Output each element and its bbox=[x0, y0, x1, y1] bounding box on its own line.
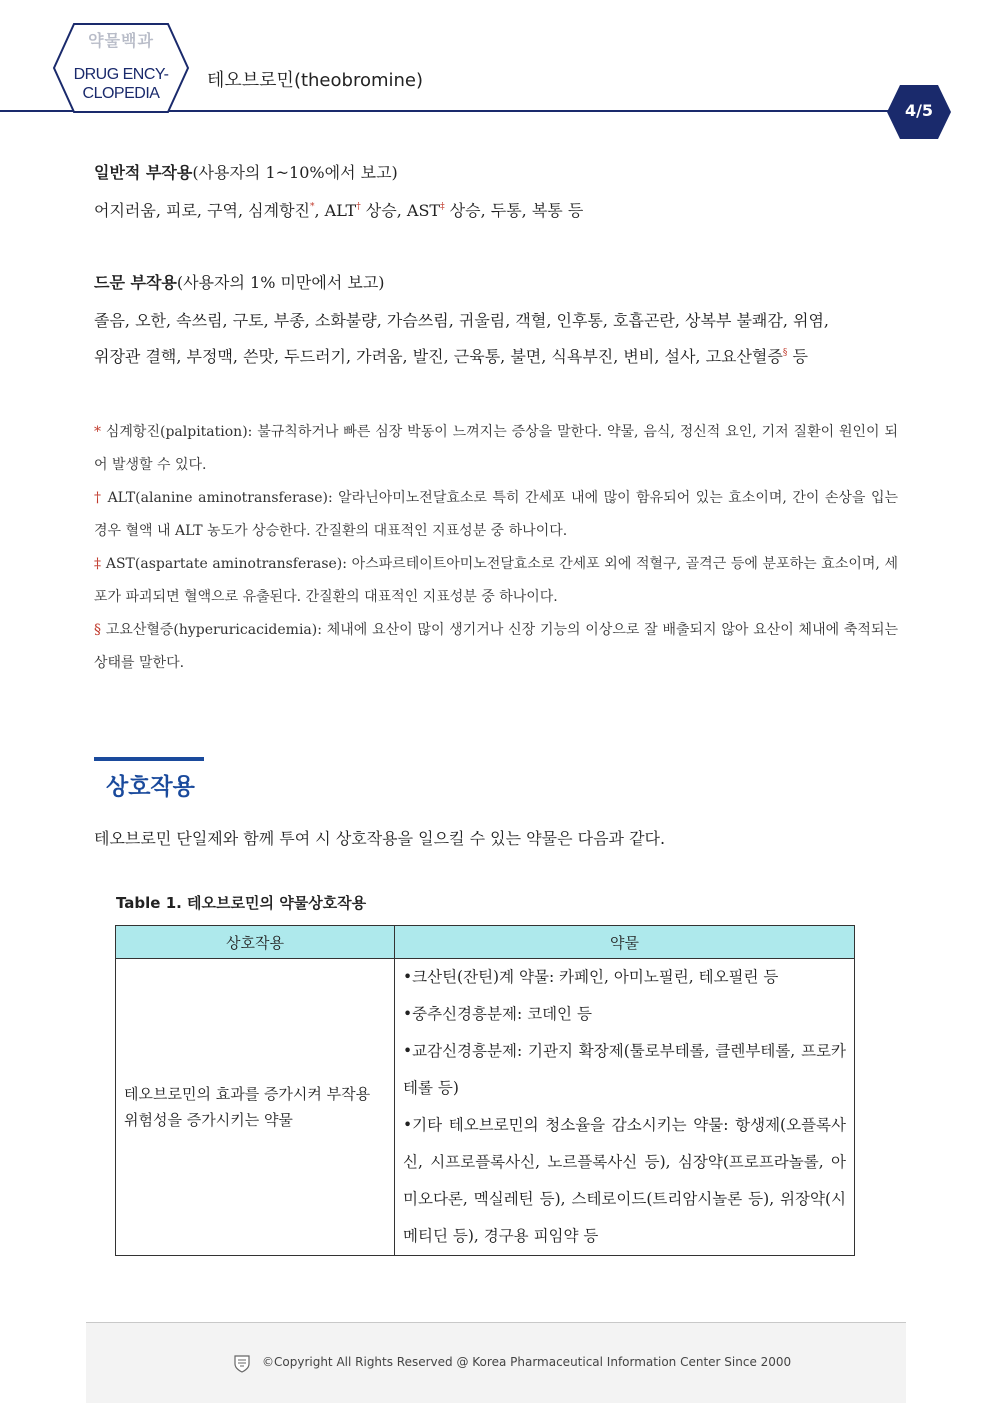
common-effects-text-d: 상승, 두통, 복통 등 bbox=[444, 201, 584, 220]
footnote-mark: * bbox=[94, 424, 101, 440]
table-header-row bbox=[116, 926, 855, 959]
footnote-mark-palpitation: * bbox=[310, 202, 315, 212]
footnote-mark: † bbox=[94, 490, 103, 506]
footnote-hyperuricemia bbox=[94, 614, 898, 680]
rare-effects-text-b: 등 bbox=[787, 347, 808, 366]
shield-emblem-icon bbox=[234, 1355, 250, 1373]
footnotes bbox=[94, 416, 898, 680]
footnote-mark: § bbox=[94, 622, 101, 638]
document-title: 테오브로민(theobromine) bbox=[207, 70, 423, 91]
common-effects-text-b: , ALT bbox=[314, 201, 357, 220]
rare-effects-heading: 드문 부작용 bbox=[94, 273, 177, 292]
common-effects-note: (사용자의 1~10%에서 보고) bbox=[192, 163, 398, 182]
rare-effects-heading-line bbox=[94, 273, 385, 293]
footnote-ast bbox=[94, 548, 898, 614]
common-effects-text-c: 상승, AST bbox=[360, 201, 441, 220]
common-effects-list bbox=[94, 201, 583, 221]
column-header-drug: 약물 bbox=[395, 926, 855, 959]
drug-item-sympathomimetics: •교감신경흥분제: 기관지 확장제(툴로부테롤, 클렌부테롤, 프로카테롤 등) bbox=[403, 1042, 846, 1097]
logo-line-2: CLOPEDIA bbox=[82, 85, 160, 102]
footnote-text: AST(aspartate aminotransferase): 아스파르테이트아미노전달효소로 간세포 외에 적혈구, 골격근 등에 분포하는 효소이며, 세포가 파괴되면 혈액으로 유출된다. 간질환의 대표적인 지표성분 중 하나이다. bbox=[94, 556, 899, 605]
rare-effects-line-1: 졸음, 오한, 속쓰림, 구토, 부종, 소화불량, 가슴쓰림, 귀울림, 객혈, 인후통, 호흡곤란, 상복부 불쾌감, 위염, bbox=[94, 311, 830, 330]
rare-effects-line-2 bbox=[94, 347, 808, 367]
footnote-mark-hyperuricemia: § bbox=[782, 348, 788, 358]
rare-effects-note: (사용자의 1% 미만에서 보고) bbox=[176, 273, 385, 292]
interaction-effect-cell: 테오브로민의 효과를 증가시켜 부작용 위험성을 증가시키는 약물 bbox=[116, 959, 395, 1256]
interactions-intro: 테오브로민 단일제와 함께 투여 시 상호작용을 일으킬 수 있는 약물은 다음과 같다. bbox=[94, 829, 666, 848]
logo-korean-text: 약물백과 bbox=[88, 31, 154, 50]
drug-item-cns-stimulants: •중추신경흥분제: 코데인 등 bbox=[403, 1005, 592, 1023]
drug-item-xanthines: •크산틴(잔틴)계 약물: 카페인, 아미노필린, 테오필린 등 bbox=[403, 968, 779, 986]
section-accent-bar bbox=[94, 757, 204, 761]
footnote-text: ALT(alanine aminotransferase): 알라닌아미노전달효소로 특히 간세포 내에 많이 함유되어 있는 효소이며, 간이 손상을 입는 경우 혈액 내 ALT 농도가 상승한다. 간질환의 대표적인 지표성분 중 하나이다. bbox=[94, 490, 899, 539]
footnote-mark: ‡ bbox=[94, 556, 102, 572]
logo-line-1: DRUG ENCY- bbox=[73, 66, 169, 83]
footnote-mark-alt: † bbox=[356, 202, 361, 212]
common-effects-heading: 일반적 부작용 bbox=[94, 163, 193, 182]
common-effects-heading-line bbox=[94, 163, 398, 183]
rare-effects-text-a: 위장관 결핵, 부정맥, 쓴맛, 두드러기, 가려움, 발진, 근육통, 불면, 식욕부진, 변비, 설사, 고요산혈증 bbox=[94, 347, 783, 366]
footnote-palpitation bbox=[94, 416, 898, 482]
footnote-text: 고요산혈증(hyperuricacidemia): 체내에 요산이 많이 생기거나 신장 기능의 이상으로 잘 배출되지 않아 요산이 체내에 축적되는 상태를 말한다. bbox=[94, 622, 898, 671]
footnote-text: 심계항진(palpitation): 불규칙하거나 빠른 심장 박동이 느껴지는 증상을 말한다. 약물, 음식, 정신적 요인, 기저 질환이 원인이 되어 발생할 수 있다. bbox=[94, 424, 898, 473]
page-number: 4/5 bbox=[904, 101, 934, 120]
drug-list-cell bbox=[395, 959, 855, 1256]
page-footer bbox=[86, 1322, 906, 1403]
footnote-alt bbox=[94, 482, 898, 548]
footnote-mark-ast: ‡ bbox=[440, 202, 445, 212]
interactions-section-title: 상호작용 bbox=[106, 774, 195, 800]
drug-encyclopedia-logo bbox=[52, 22, 190, 114]
column-header-interaction: 상호작용 bbox=[116, 926, 395, 959]
table-row bbox=[116, 959, 855, 1256]
copyright-text: ©Copyright All Rights Reserved @ Korea Pharmaceutical Information Center Since 2000 bbox=[262, 1355, 792, 1369]
table-caption: Table 1. 테오브로민의 약물상호작용 bbox=[116, 894, 367, 912]
drug-item-clearance-reducers: •기타 테오브로민의 청소율을 감소시키는 약물: 항생제(오플록사신, 시프로플록사신, 노르플록사신 등), 심장약(프로프라놀롤, 아미오다론, 멕실레틴 등), 스테로이드(트리암시놀론 등), 위장약(시메티딘 등), 경구용 피임약 등 bbox=[403, 1116, 846, 1245]
common-effects-text-a: 어지러움, 피로, 구역, 심계항진 bbox=[94, 201, 310, 220]
interaction-table bbox=[115, 925, 855, 1256]
page-indicator-badge bbox=[886, 84, 952, 140]
